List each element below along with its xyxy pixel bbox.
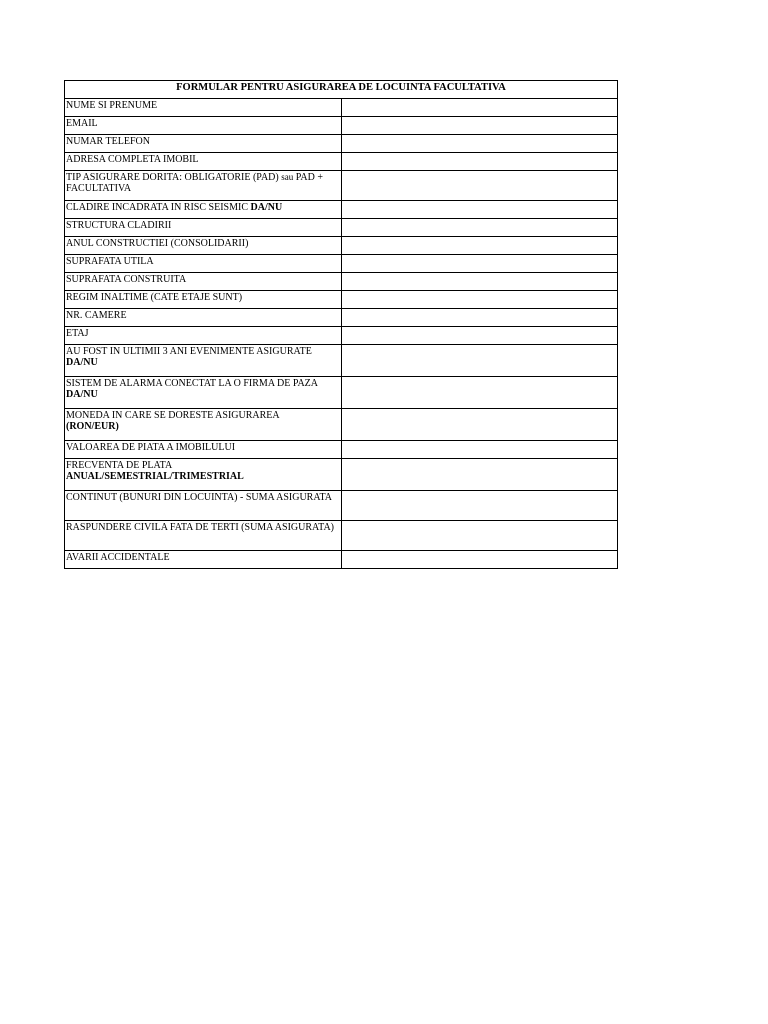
row-label: EMAIL <box>65 117 342 135</box>
table-row <box>65 491 618 521</box>
row-label <box>65 201 342 219</box>
table-row <box>65 117 618 135</box>
table-row <box>65 135 618 153</box>
currency-options: (RON/EUR) <box>66 421 119 432</box>
phone-value-cell[interactable] <box>341 135 618 153</box>
accidental-damage-value-cell[interactable] <box>341 551 618 569</box>
table-row <box>65 237 618 255</box>
table-row <box>65 273 618 291</box>
email-value-cell[interactable] <box>341 117 618 135</box>
contents-sum-value-cell[interactable] <box>341 491 618 521</box>
row-label <box>65 345 342 377</box>
table-row <box>65 459 618 491</box>
table-row <box>65 327 618 345</box>
insurance-type-option: PAD + FACULTATIVA <box>66 172 323 194</box>
table-row <box>65 255 618 273</box>
events-label: AU FOST IN ULTIMII 3 ANI EVENIMENTE ASIGURATE <box>66 346 312 357</box>
payment-frequency-label: FRECVENTA DE PLATA <box>66 460 173 471</box>
table-row <box>65 201 618 219</box>
table-row <box>65 441 618 459</box>
table-row <box>65 153 618 171</box>
seismic-risk-label: CLADIRE INCADRATA IN RISC SEISMIC <box>66 202 248 213</box>
table-row <box>65 345 618 377</box>
row-label: NR. CAMERE <box>65 309 342 327</box>
table-row <box>65 409 618 441</box>
form-title: FORMULAR PENTRU ASIGURAREA DE LOCUINTA FACULTATIVA <box>65 81 618 99</box>
table-row <box>65 551 618 569</box>
row-label: ANUL CONSTRUCTIEI (CONSOLIDARII) <box>65 237 342 255</box>
height-regime-value-cell[interactable] <box>341 291 618 309</box>
table-row <box>65 171 618 201</box>
insurance-form-sheet <box>64 80 618 569</box>
row-label <box>65 377 342 409</box>
row-label: VALOAREA DE PIATA A IMOBILULUI <box>65 441 342 459</box>
market-value-cell[interactable] <box>341 441 618 459</box>
table-row <box>65 377 618 409</box>
row-label: REGIM INALTIME (CATE ETAJE SUNT) <box>65 291 342 309</box>
form-title-row <box>65 81 618 99</box>
row-label: STRUCTURA CLADIRII <box>65 219 342 237</box>
events-options: DA/NU <box>66 357 98 368</box>
row-label: ETAJ <box>65 327 342 345</box>
currency-value-cell[interactable] <box>341 409 618 441</box>
row-label: CONTINUT (BUNURI DIN LOCUINTA) - SUMA ASIGURATA <box>65 491 342 521</box>
name-value-cell[interactable] <box>341 99 618 117</box>
insurance-type-label: TIP ASIGURARE DORITA: OBLIGATORIE (PAD) <box>66 172 279 183</box>
alarm-label: SISTEM DE ALARMA CONECTAT LA O FIRMA DE PAZA <box>66 378 318 389</box>
liability-sum-value-cell[interactable] <box>341 521 618 551</box>
table-row <box>65 521 618 551</box>
row-label <box>65 409 342 441</box>
alarm-value-cell[interactable] <box>341 377 618 409</box>
floor-value-cell[interactable] <box>341 327 618 345</box>
seismic-risk-options: DA/NU <box>250 202 283 213</box>
construction-year-value-cell[interactable] <box>341 237 618 255</box>
usable-area-value-cell[interactable] <box>341 255 618 273</box>
row-label: NUMAR TELEFON <box>65 135 342 153</box>
currency-label: MONEDA IN CARE SE DORESTE ASIGURAREA <box>66 410 280 421</box>
table-row <box>65 291 618 309</box>
row-label: NUME SI PRENUME <box>65 99 342 117</box>
structure-value-cell[interactable] <box>341 219 618 237</box>
row-label: SUPRAFATA UTILA <box>65 255 342 273</box>
row-label: AVARII ACCIDENTALE <box>65 551 342 569</box>
table-row <box>65 309 618 327</box>
table-row <box>65 99 618 117</box>
insurance-type-or: sau <box>281 172 294 182</box>
row-label: SUPRAFATA CONSTRUITA <box>65 273 342 291</box>
row-label: RASPUNDERE CIVILA FATA DE TERTI (SUMA ASIGURATA) <box>65 521 342 551</box>
rooms-value-cell[interactable] <box>341 309 618 327</box>
insurance-type-value-cell[interactable] <box>341 171 618 201</box>
row-label: ADRESA COMPLETA IMOBIL <box>65 153 342 171</box>
events-value-cell[interactable] <box>341 345 618 377</box>
row-label <box>65 459 342 491</box>
built-area-value-cell[interactable] <box>341 273 618 291</box>
payment-frequency-value-cell[interactable] <box>341 459 618 491</box>
insurance-form-table <box>64 80 618 569</box>
table-row <box>65 219 618 237</box>
payment-frequency-options: ANUAL/SEMESTRIAL/TRIMESTRIAL <box>66 471 244 482</box>
address-value-cell[interactable] <box>341 153 618 171</box>
alarm-options: DA/NU <box>66 389 98 400</box>
seismic-risk-value-cell[interactable] <box>341 201 618 219</box>
row-label <box>65 171 342 201</box>
